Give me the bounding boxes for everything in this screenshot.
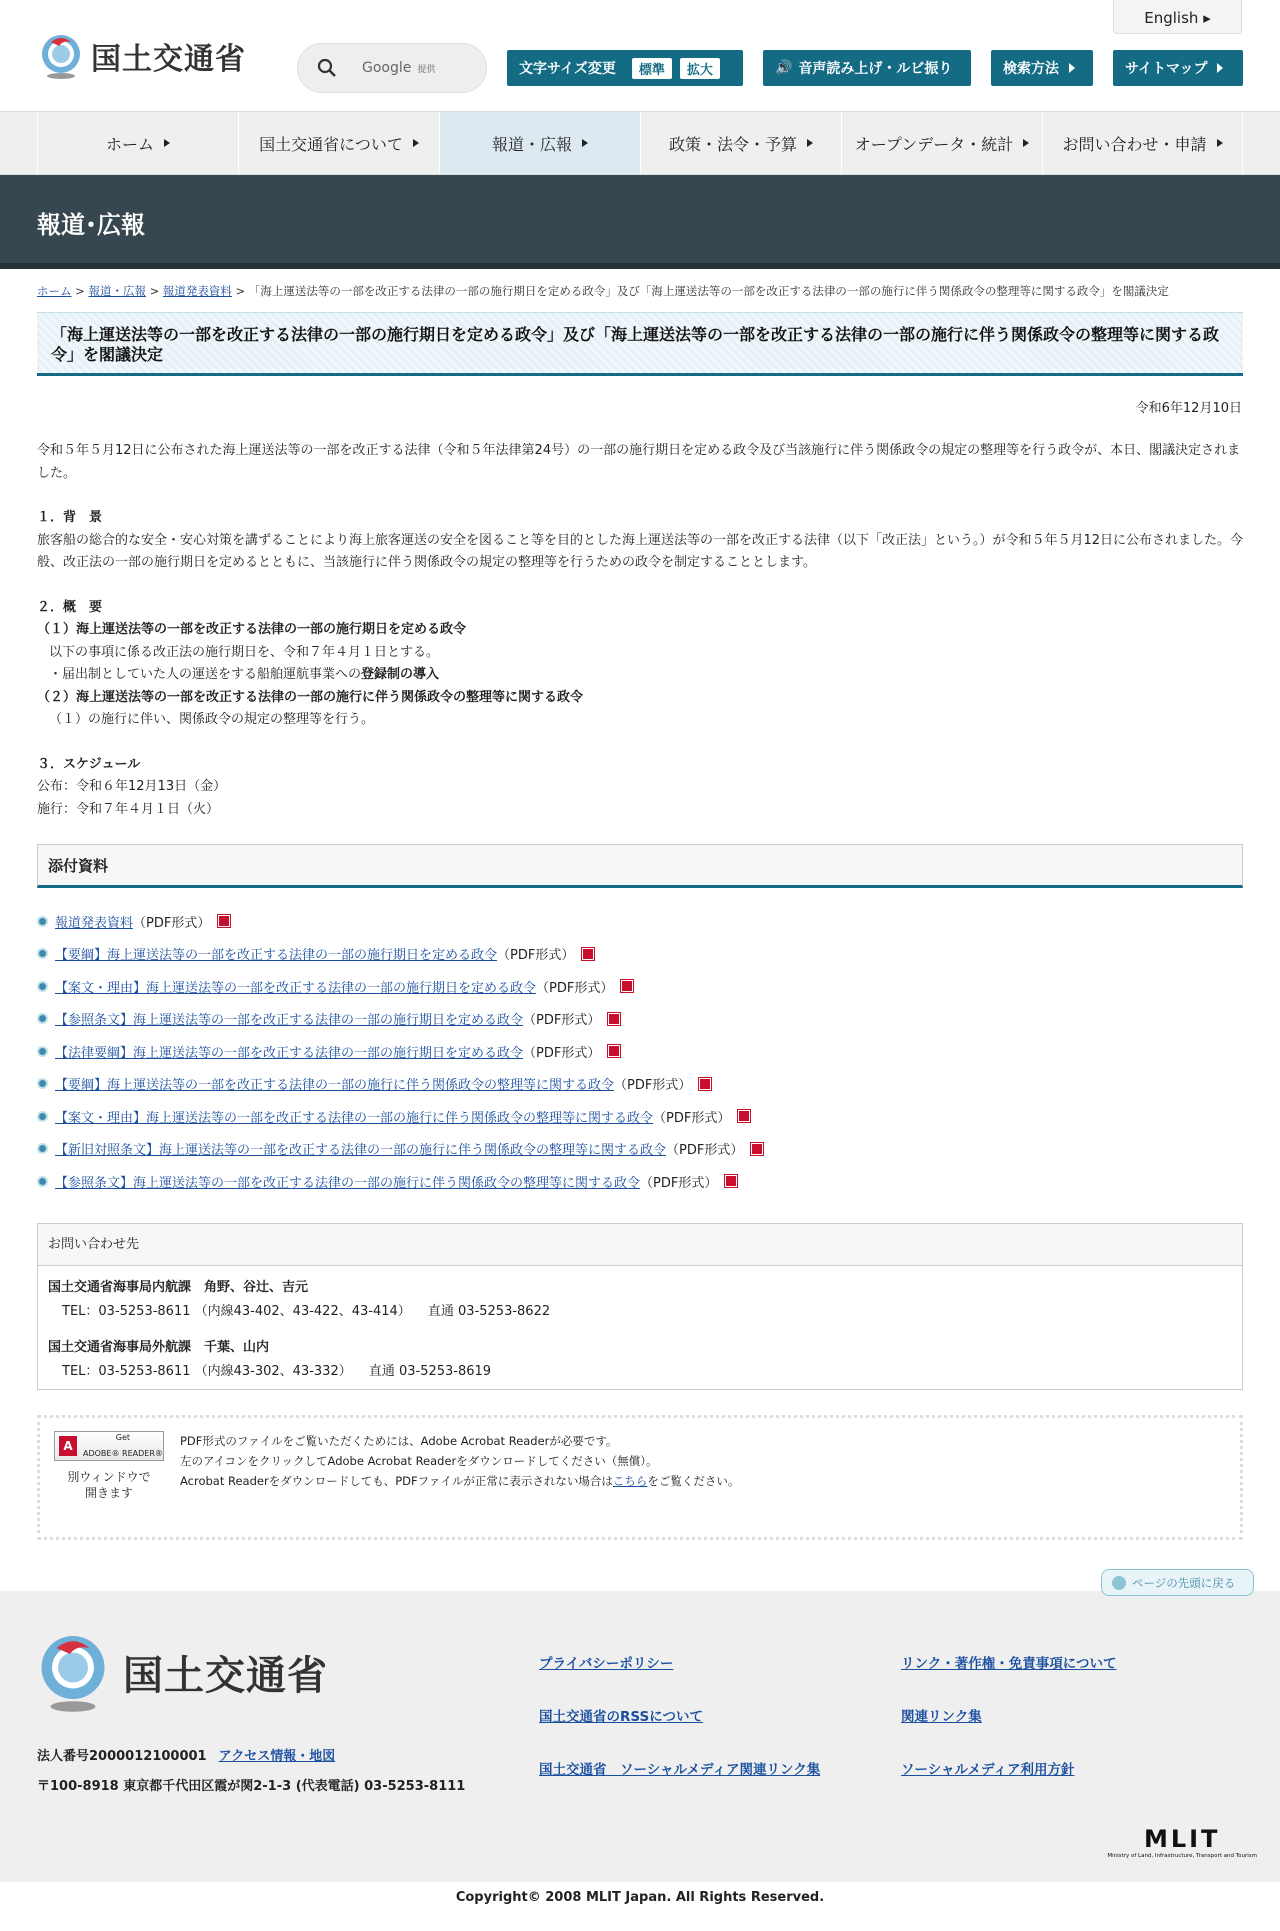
nav-label: オープンデータ・統計 bbox=[854, 134, 1014, 154]
english-button[interactable]: English ▸ bbox=[1113, 0, 1242, 34]
publish-date: 令和6年12月10日 bbox=[1135, 401, 1242, 416]
address: 〒100-8918 東京都千代田区霞が関2-1-3 (代表電話) 03-5253-8111 bbox=[37, 1779, 466, 1794]
schedule-item: 施行：令和７年４月１日（火） bbox=[37, 801, 220, 817]
nav-label: ホーム bbox=[105, 134, 154, 154]
subsection-heading: （１）海上運送法等の一部を改正する法律の一部の施行期日を定める政令 bbox=[37, 622, 467, 637]
search-brand bbox=[362, 60, 435, 76]
section-text: 以下の事項に係る改正法の施行期日を、令和７年４月１日とする。 bbox=[49, 644, 440, 660]
arrow-up-icon bbox=[1112, 1576, 1126, 1590]
bullet-icon bbox=[37, 1046, 48, 1057]
contact-box bbox=[37, 1223, 1243, 1390]
bullet-icon bbox=[37, 1176, 48, 1187]
adobe-caption: 別ウィンドウで bbox=[67, 1470, 151, 1484]
attachment-link[interactable]: 【案文・理由】海上運送法等の一部を改正する法律の一部の施行期日を定める政令 bbox=[55, 980, 537, 996]
list-item bbox=[37, 1133, 1247, 1166]
arrow-right-icon bbox=[1023, 139, 1029, 147]
section-band bbox=[0, 175, 1280, 269]
adobe-badge-name: ADOBE® READER® bbox=[83, 1449, 163, 1458]
contact-heading: お問い合わせ先 bbox=[38, 1224, 1242, 1266]
pdf-icon bbox=[621, 980, 633, 992]
format-label: （PDF形式） bbox=[653, 1110, 731, 1126]
english-label: English bbox=[1144, 9, 1199, 27]
nav-item-opendata[interactable] bbox=[841, 112, 1042, 174]
contact-name: 国土交通省海事局外航課 千葉、山内 bbox=[48, 1340, 270, 1355]
attachment-link[interactable]: 報道発表資料 bbox=[55, 915, 134, 931]
privacy-policy-link[interactable]: プライバシーポリシー bbox=[539, 1656, 674, 1672]
sitemap-label: サイトマップ bbox=[1125, 61, 1208, 77]
adobe-help-link[interactable]: こちら bbox=[612, 1474, 648, 1488]
adobe-badge-get: Get bbox=[115, 1433, 131, 1442]
arrow-right-icon bbox=[164, 139, 170, 147]
emphasis-text: 登録制の導入 bbox=[361, 667, 440, 682]
search-icon[interactable] bbox=[316, 57, 338, 79]
format-label: （PDF形式） bbox=[666, 1143, 744, 1159]
access-link[interactable]: アクセス情報・地図 bbox=[218, 1749, 336, 1764]
bullet-icon bbox=[37, 1013, 48, 1024]
format-label: （PDF形式） bbox=[523, 1013, 601, 1029]
section-text: （１）の施行に伴い、関係政令の規定の整理等を行う。 bbox=[49, 712, 375, 727]
adobe-reader-notice bbox=[37, 1415, 1243, 1540]
bullet-icon bbox=[37, 948, 48, 959]
section-title: 報道･広報 bbox=[37, 211, 145, 239]
footer-logo[interactable] bbox=[37, 1631, 328, 1713]
breadcrumb-current: 「海上運送法等の一部を改正する法律の一部の施行期日を定める政令」及び「海上運送法等の一部を改正する法律の一部の施行に伴う関係政令の整理等に関する政令」を閣議決定 bbox=[248, 284, 1169, 298]
list-item bbox=[37, 1068, 1247, 1101]
pdf-icon bbox=[608, 1045, 620, 1057]
format-label: （PDF形式） bbox=[640, 1175, 718, 1191]
format-label: （PDF形式） bbox=[497, 948, 575, 964]
list-item bbox=[37, 1035, 1247, 1068]
arrow-right-icon bbox=[1217, 63, 1223, 73]
read-aloud-label: 音声読み上げ・ルビ振り bbox=[798, 61, 953, 77]
page-title: 「海上運送法等の一部を改正する法律の一部の施行期日を定める政令」及び「海上運送法等の一部を改正する法律の一部の施行に伴う関係政令の整理等に関する政令」を閣議決定 bbox=[37, 312, 1243, 376]
adobe-line-text: Acrobat Readerをダウンロードしても、PDFファイルが正常に表示されない場合は bbox=[180, 1474, 613, 1488]
subsection-heading: （２）海上運送法等の一部を改正する法律の一部の施行に伴う関係政令の整理等に関する政令 bbox=[37, 689, 584, 705]
nav-label: 政策・法令・予算 bbox=[668, 134, 797, 154]
bullet-icon bbox=[37, 1111, 48, 1122]
mlit-logo bbox=[1107, 1825, 1257, 1859]
attachment-link[interactable]: 【法律要綱】海上運送法等の一部を改正する法律の一部の施行期日を定める政令 bbox=[55, 1045, 524, 1061]
adobe-caption: 開きます bbox=[84, 1486, 133, 1500]
attachment-link[interactable]: 【参照条文】海上運送法等の一部を改正する法律の一部の施行期日を定める政令 bbox=[55, 1013, 524, 1029]
arrow-right-icon bbox=[807, 139, 813, 147]
arrow-right-icon bbox=[413, 139, 419, 147]
arrow-right-icon bbox=[1217, 139, 1223, 147]
pdf-icon bbox=[725, 1175, 737, 1187]
ministry-emblem-icon bbox=[37, 32, 85, 80]
read-aloud-button[interactable] bbox=[763, 50, 971, 86]
section-heading: ２．概 要 bbox=[37, 599, 103, 615]
list-item bbox=[37, 1003, 1247, 1036]
mlit-subtitle: Ministry of Land, Infrastructure, Transport and Tourism bbox=[1107, 1853, 1257, 1859]
contact-body bbox=[38, 1266, 1242, 1394]
list-item bbox=[37, 1100, 1247, 1133]
nav-item-contact[interactable] bbox=[1042, 112, 1243, 174]
social-media-links-link[interactable]: 国土交通省 ソーシャルメディア関連リンク集 bbox=[539, 1762, 821, 1778]
section-text bbox=[37, 664, 1247, 687]
global-nav bbox=[0, 111, 1280, 175]
speaker-icon: 🔊 bbox=[775, 60, 793, 76]
related-links-link[interactable]: 関連リンク集 bbox=[901, 1709, 982, 1725]
adobe-reader-badge[interactable] bbox=[54, 1431, 164, 1461]
format-label: （PDF形式） bbox=[133, 915, 211, 931]
nav-item-home[interactable] bbox=[37, 112, 238, 174]
schedule-item: 公布：令和６年12月13日（金） bbox=[37, 779, 227, 794]
text-size-standard-button[interactable]: 標準 bbox=[632, 58, 672, 79]
bullet-icon bbox=[37, 1143, 48, 1154]
section-heading: １．背 景 bbox=[37, 510, 103, 525]
pdf-icon bbox=[751, 1143, 763, 1155]
adobe-badge-text bbox=[83, 1430, 163, 1462]
footer-ministry-name: 国土交通省 bbox=[123, 1652, 328, 1699]
contact-name: 国土交通省海事局内航課 角野、谷辻、吉元 bbox=[48, 1280, 309, 1295]
breadcrumb-release[interactable]: 報道発表資料 bbox=[162, 284, 232, 298]
attachment-link[interactable]: 【参照条文】海上運送法等の一部を改正する法律の一部の施行に伴う関係政令の整理等に関する政令 bbox=[55, 1175, 641, 1191]
search-method-button[interactable] bbox=[991, 50, 1093, 86]
bullet-icon bbox=[37, 1078, 48, 1089]
breadcrumb-home[interactable]: ホーム bbox=[37, 284, 72, 298]
list-item bbox=[37, 1165, 1247, 1198]
list-text: ・届出制としていた人の運送をする船舶運航事業への bbox=[49, 667, 362, 682]
attachments-list bbox=[37, 905, 1247, 1198]
nav-item-policy[interactable] bbox=[640, 112, 841, 174]
list-item bbox=[37, 905, 1247, 938]
nav-item-about[interactable] bbox=[238, 112, 439, 174]
adobe-reader-download[interactable] bbox=[54, 1431, 164, 1501]
breadcrumb-press[interactable]: 報道・広報 bbox=[88, 284, 146, 298]
format-label: （PDF形式） bbox=[536, 980, 614, 996]
text-size-control bbox=[507, 50, 743, 86]
contact-tel: TEL：03-5253-8611 （内線43-402、43-422、43-414） 直通 03-5253-8622 bbox=[62, 1304, 551, 1319]
contact-tel: TEL：03-5253-8611 （内線43-302、43-332） 直通 03-5253-8619 bbox=[62, 1364, 492, 1379]
adobe-line-text: をご覧ください。 bbox=[647, 1474, 740, 1488]
pdf-icon bbox=[738, 1110, 750, 1122]
bullet-icon bbox=[37, 981, 48, 992]
social-media-policy-link[interactable]: ソーシャルメディア利用方針 bbox=[901, 1762, 1075, 1778]
adobe-line: 左のアイコンをクリックしてAdobe Acrobat Readerをダウンロードしてください（無償）。 bbox=[180, 1454, 658, 1468]
breadcrumb: ホーム > 報道・広報 > 報道発表資料 > 「海上運送法等の一部を改正する法律の一部の施行期日を定める政令」及び「海上運送法等の一部を改正する法律の一部の施行に伴う関係政令の整理等に関する政令」を閣議決定 bbox=[37, 284, 1169, 298]
list-item bbox=[37, 938, 1247, 971]
search-brand-sub: 提供 bbox=[417, 65, 436, 75]
attachment-link[interactable]: 【要綱】海上運送法等の一部を改正する法律の一部の施行に伴う関係政令の整理等に関する政令 bbox=[55, 1078, 615, 1094]
back-to-top-label: ページの先頭に戻る bbox=[1132, 1575, 1236, 1590]
text-size-label: 文字サイズ変更 bbox=[519, 61, 616, 77]
arrow-right-icon bbox=[1069, 63, 1075, 73]
nav-label: お問い合わせ・申請 bbox=[1062, 134, 1207, 154]
adobe-icon: A bbox=[59, 1436, 77, 1456]
site-header bbox=[0, 0, 1280, 111]
corporate-number bbox=[37, 1745, 335, 1764]
search-box[interactable] bbox=[297, 43, 487, 93]
article-body bbox=[37, 440, 1247, 821]
mlit-wordmark: MLIT bbox=[1143, 1825, 1221, 1853]
format-label: （PDF形式） bbox=[614, 1078, 692, 1094]
site-footer bbox=[0, 1591, 1280, 1882]
sitemap-button[interactable] bbox=[1113, 50, 1243, 86]
text-size-large-button[interactable]: 拡大 bbox=[680, 58, 720, 79]
pdf-icon bbox=[218, 915, 230, 927]
intro-text: 令和５年５月12日に公布された海上運送法等の一部を改正する法律（令和５年法律第24号）の一部の施行期日を定める政令及び当該施行に伴う関係政令の規定の整理等を行う政令が、本日、閣議決定されました。 bbox=[37, 443, 1241, 481]
adobe-description bbox=[180, 1431, 739, 1491]
ministry-emblem-icon bbox=[37, 1631, 109, 1713]
corp-number-text: 法人番号2000012100001 bbox=[37, 1749, 207, 1764]
link-copyright-link[interactable]: リンク・著作権・免責事項について bbox=[901, 1656, 1117, 1672]
nav-item-press[interactable] bbox=[439, 112, 640, 174]
format-label: （PDF形式） bbox=[523, 1045, 601, 1061]
pdf-icon bbox=[582, 948, 594, 960]
search-brand-name: Google bbox=[362, 60, 412, 76]
pdf-icon bbox=[608, 1013, 620, 1025]
adobe-line bbox=[180, 1471, 739, 1491]
pdf-icon bbox=[699, 1078, 711, 1090]
back-to-top-button[interactable] bbox=[1101, 1569, 1254, 1596]
nav-label: 国土交通省について bbox=[259, 134, 403, 154]
list-item bbox=[37, 970, 1247, 1003]
rss-link[interactable]: 国土交通省のRSSについて bbox=[539, 1709, 703, 1725]
section-text: 旅客船の総合的な安全・安心対策を講ずることにより海上旅客運送の安全を図ること等を目的とした海上運送法等の一部を改正する法律（以下「改正法」という。）が令和５年５月12日に公布されました。今般、改正法の一部の施行期日を定めるとともに、当該施行に伴う関係政令の規定の整理等を行うための政令を制定することとします。 bbox=[37, 532, 1244, 570]
copyright: Copyright© 2008 MLIT Japan. All Rights Reserved. bbox=[455, 1890, 825, 1905]
search-method-label: 検索方法 bbox=[1003, 61, 1059, 77]
section-heading: ３．スケジュール bbox=[37, 756, 141, 772]
nav-label: 報道・広報 bbox=[491, 134, 572, 154]
bullet-icon bbox=[37, 916, 48, 927]
attachment-link[interactable]: 【新旧対照条文】海上運送法等の一部を改正する法律の一部の施行に伴う関係政令の整理等に関する政令 bbox=[55, 1143, 667, 1159]
attachment-link[interactable]: 【案文・理由】海上運送法等の一部を改正する法律の一部の施行に伴う関係政令の整理等に関する政令 bbox=[55, 1110, 654, 1126]
attachment-link[interactable]: 【要綱】海上運送法等の一部を改正する法律の一部の施行期日を定める政令 bbox=[55, 948, 498, 964]
ministry-logo[interactable] bbox=[37, 32, 246, 80]
ministry-name: 国土交通省 bbox=[91, 42, 246, 77]
arrow-right-icon bbox=[582, 139, 588, 147]
attachments-heading: 添付資料 bbox=[37, 844, 1243, 888]
adobe-line: PDF形式のファイルをご覧いただくためには、Adobe Acrobat Readerが必要です。 bbox=[180, 1434, 618, 1448]
